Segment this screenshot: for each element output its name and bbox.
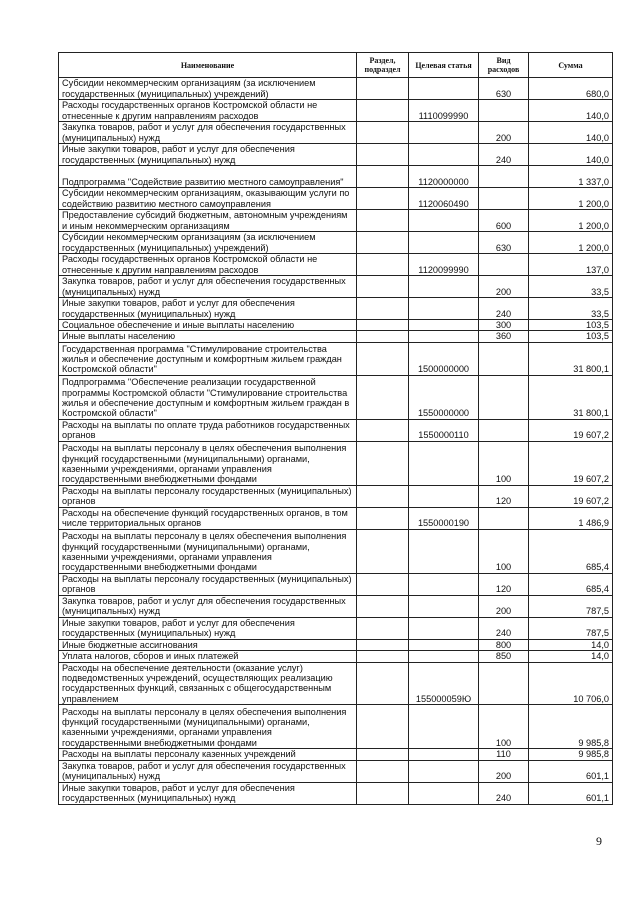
table-row [59,254,613,276]
row-name-cell: Подпрограмма "Содействие развитию местного самоуправления" [59,166,357,188]
table-row [59,573,613,595]
row-name-cell: Расходы на выплаты персоналу государственных (муниципальных) органов [59,485,357,507]
row-sum-cell: 103,5 [529,320,613,331]
row-section-cell [357,144,409,166]
row-section-cell [357,662,409,705]
row-kind-cell [479,166,529,188]
row-target-cell: 1500000000 [409,342,479,375]
row-kind-cell: 100 [479,705,529,749]
row-section-cell [357,375,409,419]
row-sum-cell: 685,4 [529,573,613,595]
row-name-cell: Субсидии некоммерческим организациям (за исключением государственных (муниципальных) учреждений) [59,78,357,100]
row-section-cell [357,254,409,276]
table-row [59,749,613,760]
row-section-cell [357,595,409,617]
row-name-cell: Расходы на обеспечение функций государственных органов, в том числе территориальных органов [59,507,357,529]
row-name-cell: Закупка товаров, работ и услуг для обеспечения государственных (муниципальных) нужд [59,122,357,144]
row-name-cell: Иные закупки товаров, работ и услуг для обеспечения государственных (муниципальных) нужд [59,617,357,639]
table-row [59,375,613,419]
table-row [59,705,613,749]
row-sum-cell: 14,0 [529,651,613,662]
row-kind-cell [479,188,529,210]
page-number: 9 [596,834,602,848]
row-section-cell [357,210,409,232]
row-sum-cell: 787,5 [529,595,613,617]
header-section: Раздел, подраздел [357,53,409,78]
row-target-cell [409,705,479,749]
row-kind-cell: 630 [479,78,529,100]
row-kind-cell [479,419,529,441]
row-target-cell [409,331,479,342]
table-header-row [59,53,613,78]
table-row [59,507,613,529]
row-sum-cell: 31 800,1 [529,375,613,419]
row-section-cell [357,705,409,749]
row-sum-cell: 10 706,0 [529,662,613,705]
row-name-cell: Расходы государственных органов Костромской области не отнесенные к другим направлениям расходов [59,254,357,276]
row-sum-cell: 787,5 [529,617,613,639]
row-kind-cell: 240 [479,782,529,804]
row-section-cell [357,639,409,650]
table-row [59,166,613,188]
row-target-cell [409,782,479,804]
row-target-cell [409,651,479,662]
row-kind-cell: 630 [479,232,529,254]
row-section-cell [357,651,409,662]
row-section-cell [357,441,409,485]
row-section-cell [357,188,409,210]
header-target: Целевая статья [409,53,479,78]
row-target-cell [409,441,479,485]
row-kind-cell: 100 [479,529,529,573]
row-kind-cell: 850 [479,651,529,662]
row-kind-cell [479,507,529,529]
row-name-cell: Предоставление субсидий бюджетным, автономным учреждениям и иным некоммерческим организациям [59,210,357,232]
row-kind-cell: 240 [479,617,529,639]
row-kind-cell: 360 [479,331,529,342]
row-target-cell [409,144,479,166]
row-section-cell [357,485,409,507]
row-section-cell [357,276,409,298]
table-body [59,78,613,805]
row-target-cell: 1120060490 [409,188,479,210]
row-sum-cell: 601,1 [529,782,613,804]
row-sum-cell: 19 607,2 [529,441,613,485]
row-kind-cell: 200 [479,276,529,298]
row-target-cell [409,639,479,650]
row-name-cell: Расходы на выплаты персоналу в целях обеспечения выполнения функций государственными (муниципальными) органами, казенными учреждениями, органами управления государственными внебюджетными фондами [59,529,357,573]
row-target-cell [409,617,479,639]
table-row [59,232,613,254]
row-name-cell: Иные бюджетные ассигнования [59,639,357,650]
table-row [59,782,613,804]
row-section-cell [357,298,409,320]
table-row [59,331,613,342]
row-target-cell: 1120099990 [409,254,479,276]
row-name-cell: Иные закупки товаров, работ и услуг для обеспечения государственных (муниципальных) нужд [59,298,357,320]
row-target-cell [409,298,479,320]
row-name-cell: Закупка товаров, работ и услуг для обеспечения государственных (муниципальных) нужд [59,595,357,617]
table-row [59,122,613,144]
row-section-cell [357,166,409,188]
row-name-cell: Иные выплаты населению [59,331,357,342]
row-sum-cell: 1 200,0 [529,188,613,210]
row-kind-cell: 240 [479,144,529,166]
row-sum-cell: 685,4 [529,529,613,573]
table-row [59,595,613,617]
table-row [59,419,613,441]
row-kind-cell: 100 [479,441,529,485]
header-kind: Вид расходов [479,53,529,78]
row-sum-cell: 1 200,0 [529,232,613,254]
row-name-cell: Расходы государственных органов Костромской области не отнесенные к другим направлениям расходов [59,100,357,122]
row-name-cell: Уплата налогов, сборов и иных платежей [59,651,357,662]
row-sum-cell: 31 800,1 [529,342,613,375]
header-name: Наименование [59,53,357,78]
row-target-cell [409,122,479,144]
table-row [59,276,613,298]
table-row [59,617,613,639]
row-sum-cell: 1 200,0 [529,210,613,232]
row-name-cell: Социальное обеспечение и иные выплаты населению [59,320,357,331]
row-target-cell: 1550000190 [409,507,479,529]
row-sum-cell: 103,5 [529,331,613,342]
row-name-cell: Субсидии некоммерческим организациям, оказывающим услуги по содействию развитию местного самоуправления [59,188,357,210]
table-row [59,210,613,232]
row-section-cell [357,100,409,122]
row-kind-cell [479,342,529,375]
table-row [59,342,613,375]
row-name-cell: Закупка товаров, работ и услуг для обеспечения государственных (муниципальных) нужд [59,276,357,298]
row-target-cell [409,760,479,782]
table-row [59,188,613,210]
row-section-cell [357,320,409,331]
row-target-cell: 1110099990 [409,100,479,122]
row-kind-cell [479,375,529,419]
row-target-cell: 1120000000 [409,166,479,188]
table-row [59,760,613,782]
row-name-cell: Государственная программа "Стимулирование строительства жилья и обеспечение доступным и комфортным жильем граждан Костромской области" [59,342,357,375]
row-sum-cell: 33,5 [529,298,613,320]
row-sum-cell: 680,0 [529,78,613,100]
table-row [59,529,613,573]
table-row [59,144,613,166]
row-name-cell: Подпрограмма "Обеспечение реализации государственной программы Костромской области "Стимулирование строительства жилья и обеспечение доступным и комфортным жильем граждан в Костромской области" [59,375,357,419]
table-row [59,651,613,662]
row-sum-cell: 601,1 [529,760,613,782]
row-target-cell [409,232,479,254]
row-kind-cell: 300 [479,320,529,331]
row-target-cell [409,210,479,232]
row-section-cell [357,760,409,782]
row-section-cell [357,573,409,595]
row-kind-cell: 800 [479,639,529,650]
row-target-cell [409,595,479,617]
row-name-cell: Иные закупки товаров, работ и услуг для обеспечения государственных (муниципальных) нужд [59,782,357,804]
row-section-cell [357,419,409,441]
table-row [59,485,613,507]
row-target-cell [409,573,479,595]
row-kind-cell: 240 [479,298,529,320]
row-name-cell: Расходы на выплаты персоналу в целях обеспечения выполнения функций государственными (муниципальными) органами, казенными учреждениями, органами управления государственными внебюджетными фондами [59,441,357,485]
row-kind-cell [479,254,529,276]
row-target-cell [409,485,479,507]
table-row [59,100,613,122]
row-kind-cell: 200 [479,595,529,617]
row-name-cell: Расходы на выплаты по оплате труда работников государственных органов [59,419,357,441]
row-name-cell: Расходы на обеспечение деятельности (оказание услуг) подведомственных учреждений, осуществляющих реализацию государственных функций, связанных с общегосударственным управлением [59,662,357,705]
row-section-cell [357,331,409,342]
row-sum-cell: 140,0 [529,144,613,166]
row-section-cell [357,749,409,760]
row-kind-cell: 200 [479,760,529,782]
row-kind-cell: 600 [479,210,529,232]
table-row [59,639,613,650]
row-section-cell [357,122,409,144]
row-section-cell [357,507,409,529]
row-kind-cell [479,100,529,122]
row-kind-cell: 200 [479,122,529,144]
row-name-cell: Закупка товаров, работ и услуг для обеспечения государственных (муниципальных) нужд [59,760,357,782]
budget-table [58,52,613,805]
row-sum-cell: 137,0 [529,254,613,276]
table-row [59,441,613,485]
row-name-cell: Расходы на выплаты персоналу государственных (муниципальных) органов [59,573,357,595]
row-name-cell: Расходы на выплаты персоналу в целях обеспечения выполнения функций государственными (муниципальными) органами, казенными учреждениями, органами управления государственными внебюджетными фондами [59,705,357,749]
row-section-cell [357,342,409,375]
header-sum: Сумма [529,53,613,78]
row-sum-cell: 14,0 [529,639,613,650]
row-target-cell [409,320,479,331]
row-target-cell [409,749,479,760]
row-sum-cell: 9 985,8 [529,705,613,749]
row-kind-cell: 120 [479,485,529,507]
row-target-cell: 1550000000 [409,375,479,419]
row-sum-cell: 19 607,2 [529,485,613,507]
row-target-cell: 1550000110 [409,419,479,441]
row-sum-cell: 1 486,9 [529,507,613,529]
row-sum-cell: 19 607,2 [529,419,613,441]
row-sum-cell: 140,0 [529,100,613,122]
row-name-cell: Субсидии некоммерческим организациям (за исключением государственных (муниципальных) учреждений) [59,232,357,254]
table-row [59,662,613,705]
row-kind-cell [479,662,529,705]
row-kind-cell: 120 [479,573,529,595]
table-row [59,320,613,331]
row-sum-cell: 140,0 [529,122,613,144]
row-section-cell [357,232,409,254]
row-name-cell: Иные закупки товаров, работ и услуг для обеспечения государственных (муниципальных) нужд [59,144,357,166]
row-target-cell [409,529,479,573]
row-section-cell [357,78,409,100]
table-row [59,298,613,320]
row-target-cell [409,276,479,298]
row-sum-cell: 33,5 [529,276,613,298]
row-target-cell: 155000059Ю [409,662,479,705]
row-sum-cell: 9 985,8 [529,749,613,760]
table-row [59,78,613,100]
row-section-cell [357,617,409,639]
row-name-cell: Расходы на выплаты персоналу казенных учреждений [59,749,357,760]
row-kind-cell: 110 [479,749,529,760]
row-section-cell [357,529,409,573]
row-target-cell [409,78,479,100]
row-sum-cell: 1 337,0 [529,166,613,188]
row-section-cell [357,782,409,804]
